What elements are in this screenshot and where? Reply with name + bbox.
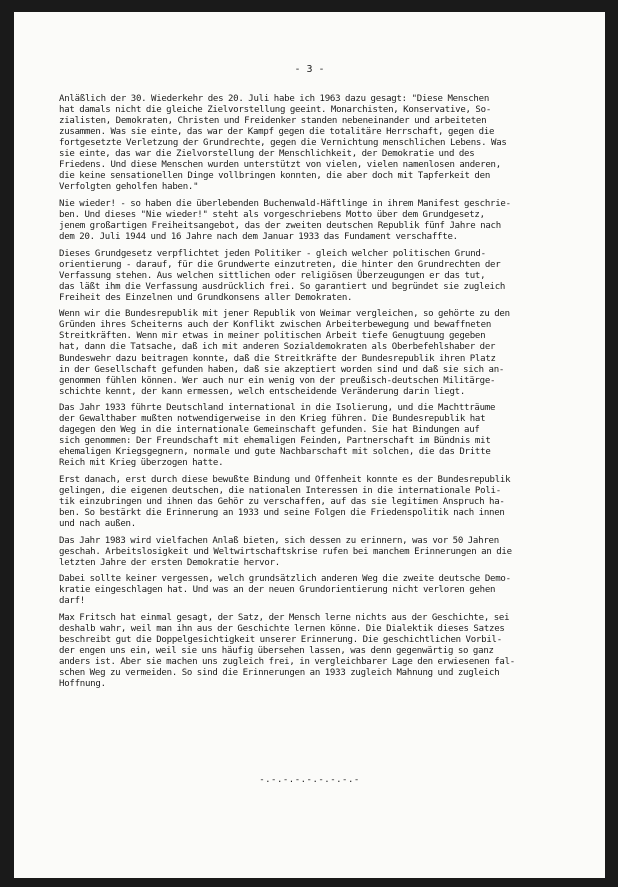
text-line: fortgesetzte Verletzung der Grundrechte, gegen die Vernichtung menschlichen Lebens. Was bbox=[59, 138, 507, 149]
text-line: die keine sensationellen Dinge vollbringen konnten, die aber doch mit Tapferkeit den bbox=[59, 171, 491, 182]
paragraph bbox=[59, 309, 594, 397]
text-line: Verfassung stehen. Aus welchen sittlichen oder religiösen Überzeugungen er das tut, bbox=[59, 270, 486, 281]
text-line: dem 20. Juli 1944 und 16 Jahre nach dem Januar 1933 das Fundament verschaffte. bbox=[59, 232, 458, 243]
text-line: Erst danach, erst durch diese bewußte Bindung und Offenheit konnte es der Bundesrepublik bbox=[59, 475, 511, 485]
text-line: jenem großartigen Freiheitsangebot, das der zweiten deutschen Republik fünf Jahre nach bbox=[59, 221, 501, 232]
text-line: anders ist. Aber sie machen uns zugleich frei, in vergleichbarer Lage den erwiesenen fal- bbox=[59, 657, 516, 668]
text-line: in der Gesellschaft gefunden haben, daß sie akzeptiert worden sind und daß sie sich an- bbox=[59, 364, 505, 375]
text-line: Freiheit des Einzelnen und Grundkonsens aller Demokraten. bbox=[59, 292, 353, 303]
paragraph bbox=[59, 475, 594, 530]
text-line: zusammen. Was sie einte, das war der Kampf gegen die totalitäre Herrschaft, gegen die bbox=[59, 127, 495, 138]
text-line: sich genommen: Der Freundschaft mit ehemaligen Feinden, Partnerschaft im Bündnis mit bbox=[59, 436, 491, 447]
text-line: gelingen, die eigenen deutschen, die nationalen Interessen in die internationale Poli- bbox=[59, 486, 501, 497]
text-line: Verfolgten geholfen haben." bbox=[59, 182, 199, 193]
text-line: Dieses Grundgesetz verpflichtet jeden Politiker - gleich welcher politischen Grund- bbox=[59, 248, 486, 259]
text-line: orientierung - darauf, für die Grundwerte einzutreten, die hinter den Grundrechten der bbox=[59, 259, 501, 270]
text-line: der Gewalthaber mußten notwendigerweise in den Krieg führen. Die Bundesrepublik hat bbox=[59, 414, 486, 425]
paragraph bbox=[59, 574, 594, 607]
text-line: hat, dann die Tatsache, daß ich mit anderen Sozialdemokraten als Oberbefehlshaber der bbox=[59, 342, 496, 353]
paragraph bbox=[59, 199, 594, 243]
text-line: darf! bbox=[59, 596, 85, 607]
end-of-text-marker: -.-.-.-.-.-.-.-.- bbox=[259, 775, 360, 785]
text-line: zialisten, Demokraten, Christen und Freidenker standen nebeneinander und arbeiteten bbox=[59, 116, 487, 127]
text-line: Dabei sollte keiner vergessen, welch grundsätzlich anderen Weg die zweite deutsche Demo- bbox=[59, 574, 511, 585]
text-line: Nie wieder! - so haben die überlebenden Buchenwald-Häftlinge in ihrem Manifest geschrie- bbox=[59, 198, 511, 209]
text-line: sie einte, das war die Zielvorstellung der Menschlichkeit, der Demokratie und des bbox=[59, 149, 475, 160]
text-line: geschah. Arbeitslosigkeit und Weltwirtschaftskrise rufen bei manchem Erinnerungen an die bbox=[59, 546, 512, 557]
text-line: kratie eingeschlagen hat. Und was an der neuen Grundorientierung nicht verloren gehen bbox=[59, 585, 496, 596]
document-body bbox=[59, 94, 594, 696]
text-line: dagegen den Weg in die internationale Gemeinschaft gefunden. Sie hat Bindungen auf bbox=[59, 425, 480, 436]
text-line: und nach außen. bbox=[59, 519, 136, 530]
text-line: Gründen ihres Scheiterns auch der Konflikt zwischen Arbeiterbewegung und bewaffneten bbox=[59, 320, 492, 331]
page-number: - 3 - bbox=[294, 64, 325, 75]
text-line: schichte kennt, der kann ermessen, welch entscheidende Veränderung darin liegt. bbox=[59, 386, 466, 397]
text-line: tik einzubringen und ihnen das Gehör zu verschaffen, auf das sie legitimen Anspruch ha- bbox=[59, 497, 505, 508]
text-line: Hoffnung. bbox=[59, 679, 106, 690]
paragraph bbox=[59, 536, 594, 569]
paragraph bbox=[59, 94, 594, 193]
text-line: ben. Und dieses "Nie wieder!" steht als vorgeschriebens Motto über dem Grundgesetz, bbox=[59, 209, 485, 220]
paragraph bbox=[59, 613, 594, 690]
text-line: genommen fühlen können. Wer auch nur ein wenig von der preußisch-deutschen Militärge- bbox=[59, 375, 496, 386]
paragraph bbox=[59, 403, 594, 469]
text-line: Wenn wir die Bundesrepublik mit jener Republik von Weimar vergleichen, so gehörte zu den bbox=[59, 309, 510, 320]
text-line: ben. So bestärkt die Erinnerung an 1933 und seine Folgen die Friedenspolitik nach innen bbox=[59, 508, 505, 519]
paragraph bbox=[59, 249, 594, 304]
document-page bbox=[14, 12, 605, 878]
text-line: beschreibt gut die Doppelgesichtigkeit unserer Erinnerung. Die geschichtlichen Vorbil- bbox=[59, 635, 502, 646]
text-line: deshalb wahr, weil man ihn aus der Geschichte lernen könne. Die Dialektik dieses Satzes bbox=[59, 624, 505, 635]
text-line: der engen uns ein, weil sie uns häufig übersehen lassen, was denn gegenwärtig so ganz bbox=[59, 646, 494, 657]
text-line: ehemaligen Kriegsgegnern, normale und gute Nachbarschaft mit solchen, die das Dritte bbox=[59, 447, 491, 458]
text-line: das läßt ihm die Verfassung ausdrücklich frei. So garantiert und begründet sie zugleich bbox=[59, 281, 506, 292]
text-line: Bundeswehr dazu beitragen konnte, daß die Streitkräfte der Bundesrepublik ihren Platz bbox=[59, 353, 496, 364]
text-line: schen Weg zu vermeiden. So sind die Erinnerungen an 1933 zugleich Mahnung und zugleich bbox=[59, 668, 500, 679]
text-line: letzten Jahre der ersten Demokratie hervor. bbox=[59, 557, 280, 568]
text-line: Das Jahr 1983 wird vielfachen Anlaß bieten, sich dessen zu erinnern, was vor 50 Jahren bbox=[59, 535, 499, 546]
text-line: hat damals nicht die gleiche Zielvorstellung geeint. Monarchisten, Konservative, So- bbox=[59, 105, 492, 116]
text-line: Streitkräften. Wenn mir etwas in meiner politischen Arbeit tiefe Genugtuung gegeben bbox=[59, 331, 486, 342]
text-line: Max Fritsch hat einmal gesagt, der Satz, der Mensch lerne nichts aus der Geschichte, sei bbox=[59, 613, 510, 624]
text-line: Friedens. Und diese Menschen wurden unterstützt von vielen, vielen namenlosen anderen, bbox=[59, 160, 501, 171]
text-line: Reich mit Krieg überzogen hatte. bbox=[59, 458, 224, 469]
text-line: Anläßlich der 30. Wiederkehr des 20. Juli habe ich 1963 dazu gesagt: "Diese Menschen bbox=[59, 94, 490, 104]
text-line: Das Jahr 1933 führte Deutschland international in die Isolierung, und die Machtträume bbox=[59, 403, 496, 414]
